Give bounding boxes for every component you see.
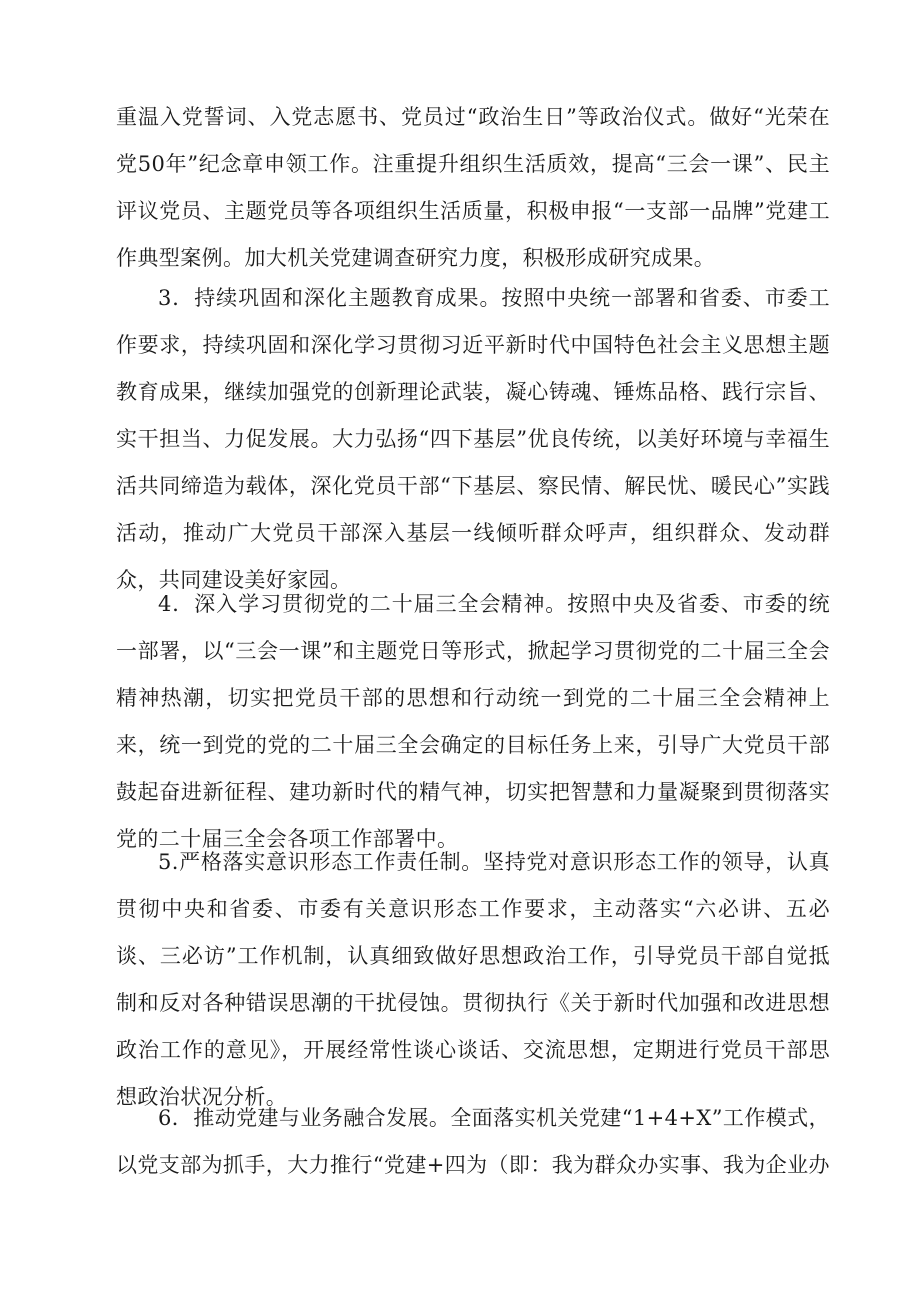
paragraph-item-4: 4．深入学习贯彻党的二十届三全会精神。按照中央及省委、市委的统一部署，以“三会一课”和主题党日等形式，掀起学习贯彻党的二十届三全会精神热潮，切实把党员干部的思想和行动统一到党的二十届三全会精神上来，统一到党的党的二十届三全会确定的目标任务上来，引导广大党员干部鼓起奋进新征程、建功新时代的精气神，切实把智慧和力量凝聚到贯彻落实党的二十届三全会各项工作部署中。 (116, 592, 830, 851)
paragraph-item-3: 3．持续巩固和深化主题教育成果。按照中央统一部署和省委、市委工作要求，持续巩固和深化学习贯彻习近平新时代中国特色社会主义思想主题教育成果，继续加强党的创新理论武装，凝心铸魂、锤炼品格、践行宗旨、实干担当、力促发展。大力弘扬“四下基层”优良传统，以美好环境与幸福生活共同缔造为载体，深化党员干部“下基层、察民情、解民忧、暖民心”实践活动，推动广大党员干部深入基层一线倾听群众呼声，组织群众、发动群众，共同建设美好家园。 (116, 286, 830, 592)
paragraph-item-6: 6．推动党建与业务融合发展。全面落实机关党建“1+4+X”工作模式，以党支部为抓手，大力推行“党建+四为（即：我为群众办实事、我为企业办 (116, 1106, 830, 1177)
paragraph-continuation: 重温入党誓词、入党志愿书、党员过“政治生日”等政治仪式。做好“光荣在党50年”纪念章申领工作。注重提升组织生活质效，提高“三会一课”、民主评议党员、主题党员等各项组织生活质量，积极申报“一支部一品牌”党建工作典型案例。加大机关党建调查研究力度，积极形成研究成果。 (116, 105, 830, 270)
paragraph-item-5: 5.严格落实意识形态工作责任制。坚持党对意识形态工作的领导，认真贯彻中央和省委、市委有关意识形态工作要求，主动落实“六必讲、五必谈、三必访”工作机制，认真细致做好思想政治工作，引导党员干部自觉抵制和反对各种错误思潮的干扰侵蚀。贯彻执行《关于新时代加强和改进思想政治工作的意见》，开展经常性谈心谈话、交流思想，定期进行党员干部思想政治状况分析。 (116, 850, 830, 1109)
